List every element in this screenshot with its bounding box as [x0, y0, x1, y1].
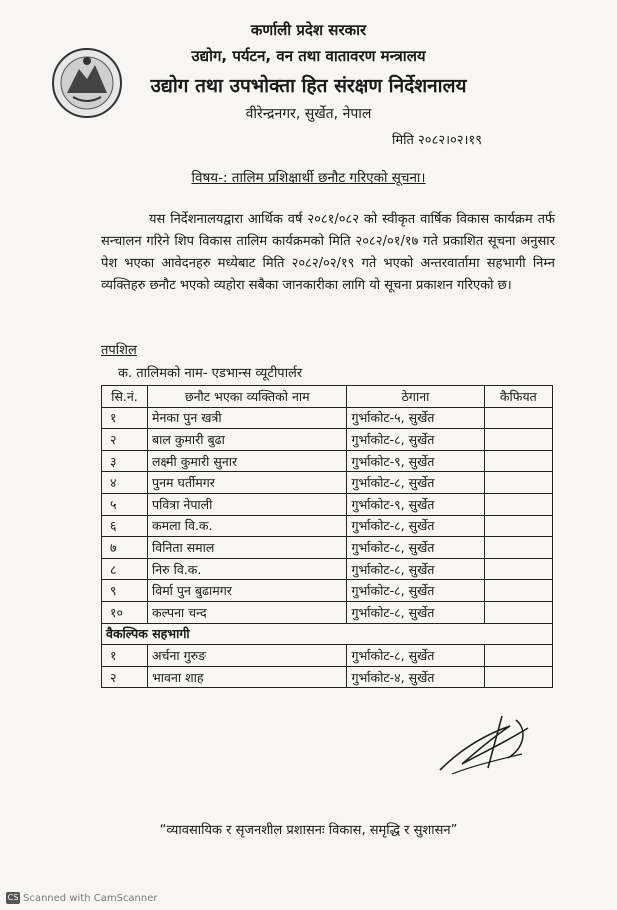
cell-serial: ८ — [102, 558, 148, 580]
table-row — [102, 601, 553, 623]
ministry-name: उद्योग, पर्यटन, वन तथा वातावरण मन्त्रालय — [191, 47, 426, 65]
cell-name: कमला वि.क. — [148, 515, 347, 537]
camscanner-icon: CS — [7, 893, 19, 902]
notice-subject: विषय-: तालिम प्रशिक्षार्थी छनौट गरिएको सूचना। — [191, 170, 426, 186]
cell-name: विर्मा पुन बुढामगर — [148, 580, 347, 602]
table-row — [102, 666, 553, 688]
cell-address: गुर्भाकोट-८, सुर्खेत — [347, 558, 484, 580]
table-row — [102, 580, 553, 602]
cell-address: गुर्भाकोट-९, सुर्खेत — [347, 450, 484, 472]
cell-remarks — [484, 472, 552, 494]
cell-name: अर्चना गुरुङ — [148, 645, 347, 667]
cell-serial: ३ — [102, 450, 148, 472]
cell-address: गुर्भाकोट-८, सुर्खेत — [347, 429, 484, 451]
cell-name: पवित्रा नेपाली — [148, 493, 347, 515]
training-name: क. तालिमको नाम- एडभान्स व्यूटीपार्लर — [118, 366, 303, 381]
cell-serial: ४ — [102, 472, 148, 494]
table-row — [102, 515, 553, 537]
government-name: कर्णाली प्रदेश सरकार — [250, 21, 367, 39]
header-name: छनौट भएका व्यक्तिको नाम — [148, 386, 347, 408]
directorate-name: उद्योग तथा उपभोक्ता हित संरक्षण निर्देशनालय — [150, 75, 467, 97]
cell-address: गुर्भाकोट-४, सुर्खेत — [347, 666, 484, 688]
camscanner-watermark — [6, 892, 158, 904]
alternate-heading: वैकल्पिक सहभागी — [102, 623, 553, 645]
cell-address: गुर्भाकोट-८, सुर्खेत — [347, 515, 484, 537]
selected-participants-table — [101, 385, 553, 688]
cell-remarks — [484, 407, 552, 429]
footer-motto: “व्यावसायिक र सृजनशील प्रशासनः विकास, समृद्धि र सुशासन” — [159, 823, 458, 838]
cell-serial: १० — [102, 601, 148, 623]
cell-serial: २ — [102, 666, 148, 688]
cell-name: पुनम घर्तीमगर — [148, 472, 347, 494]
cell-name: विनिता समाल — [148, 537, 347, 559]
cell-address: गुर्भाकोट-८, सुर्खेत — [347, 580, 484, 602]
notice-date: मिति २०८२।०२।१९ — [392, 133, 482, 148]
cell-name: बाल कुमारी बुढा — [148, 429, 347, 451]
cell-address: गुर्भाकोट-८, सुर्खेत — [347, 601, 484, 623]
cell-name: मेनका पुन खत्री — [148, 407, 347, 429]
cell-remarks — [484, 537, 552, 559]
cell-serial: १ — [102, 407, 148, 429]
notice-body: यस निर्देशनालयद्वारा आर्थिक वर्ष २०८१/०८२ को स्वीकृत वार्षिक विकास कार्यक्रम तर्फ सन्चालन गरिने शिप विकास तालिम कार्यक्रमको मिति २०८२/०१/१७ गते प्रकाशित सूचना अनुसार पेश भएका आवेदनहरु मध्येबाट मिति २०८२/०२/१९ गते भएको अन्तरवार्तामा सहभागी निम्न व्यक्तिहरु छनौट भएको व्यहोरा सबैका जानकारीका लागि यो सूचना प्रकाशन गरिएको छ। — [101, 212, 555, 293]
alternate-heading-row — [102, 623, 553, 645]
cell-remarks — [484, 429, 552, 451]
cell-remarks — [484, 645, 552, 667]
table-row — [102, 407, 553, 429]
signature-icon — [432, 708, 542, 780]
table-row — [102, 537, 553, 559]
cell-serial: ५ — [102, 493, 148, 515]
table-row — [102, 493, 553, 515]
cell-serial: ७ — [102, 537, 148, 559]
cell-remarks — [484, 450, 552, 472]
cell-remarks — [484, 493, 552, 515]
cell-remarks — [484, 666, 552, 688]
table-header-row — [102, 386, 553, 408]
table-row — [102, 558, 553, 580]
cell-name: भावना शाह — [148, 666, 347, 688]
cell-address: गुर्भाकोट-८, सुर्खेत — [347, 472, 484, 494]
cell-remarks — [484, 515, 552, 537]
cell-serial: ६ — [102, 515, 148, 537]
table-row — [102, 429, 553, 451]
table-row — [102, 472, 553, 494]
office-address: वीरेन्द्रनगर, सुर्खेत, नेपाल — [245, 106, 372, 122]
cell-serial: ९ — [102, 580, 148, 602]
cell-address: गुर्भाकोट-९, सुर्खेत — [347, 493, 484, 515]
header-serial: सि.नं. — [102, 386, 148, 408]
cell-address: गुर्भाकोट-८, सुर्खेत — [347, 537, 484, 559]
cell-remarks — [484, 601, 552, 623]
cell-address: गुर्भाकोट-८, सुर्खेत — [347, 645, 484, 667]
cell-serial: २ — [102, 429, 148, 451]
details-heading: तपशिल — [101, 343, 137, 358]
cell-address: गुर्भाकोट-५, सुर्खेत — [347, 407, 484, 429]
cell-name: लक्ष्मी कुमारी सुनार — [148, 450, 347, 472]
watermark-text: Scanned with CamScanner — [23, 893, 158, 904]
header-address: ठेगाना — [347, 386, 484, 408]
table-row — [102, 645, 553, 667]
cell-remarks — [484, 580, 552, 602]
cell-remarks — [484, 558, 552, 580]
cell-name: निरु वि.क. — [148, 558, 347, 580]
table-row — [102, 450, 553, 472]
header-remarks: कैफियत — [484, 386, 552, 408]
cell-name: कल्पना चन्द — [148, 601, 347, 623]
cell-serial: १ — [102, 645, 148, 667]
table-body — [102, 407, 553, 688]
